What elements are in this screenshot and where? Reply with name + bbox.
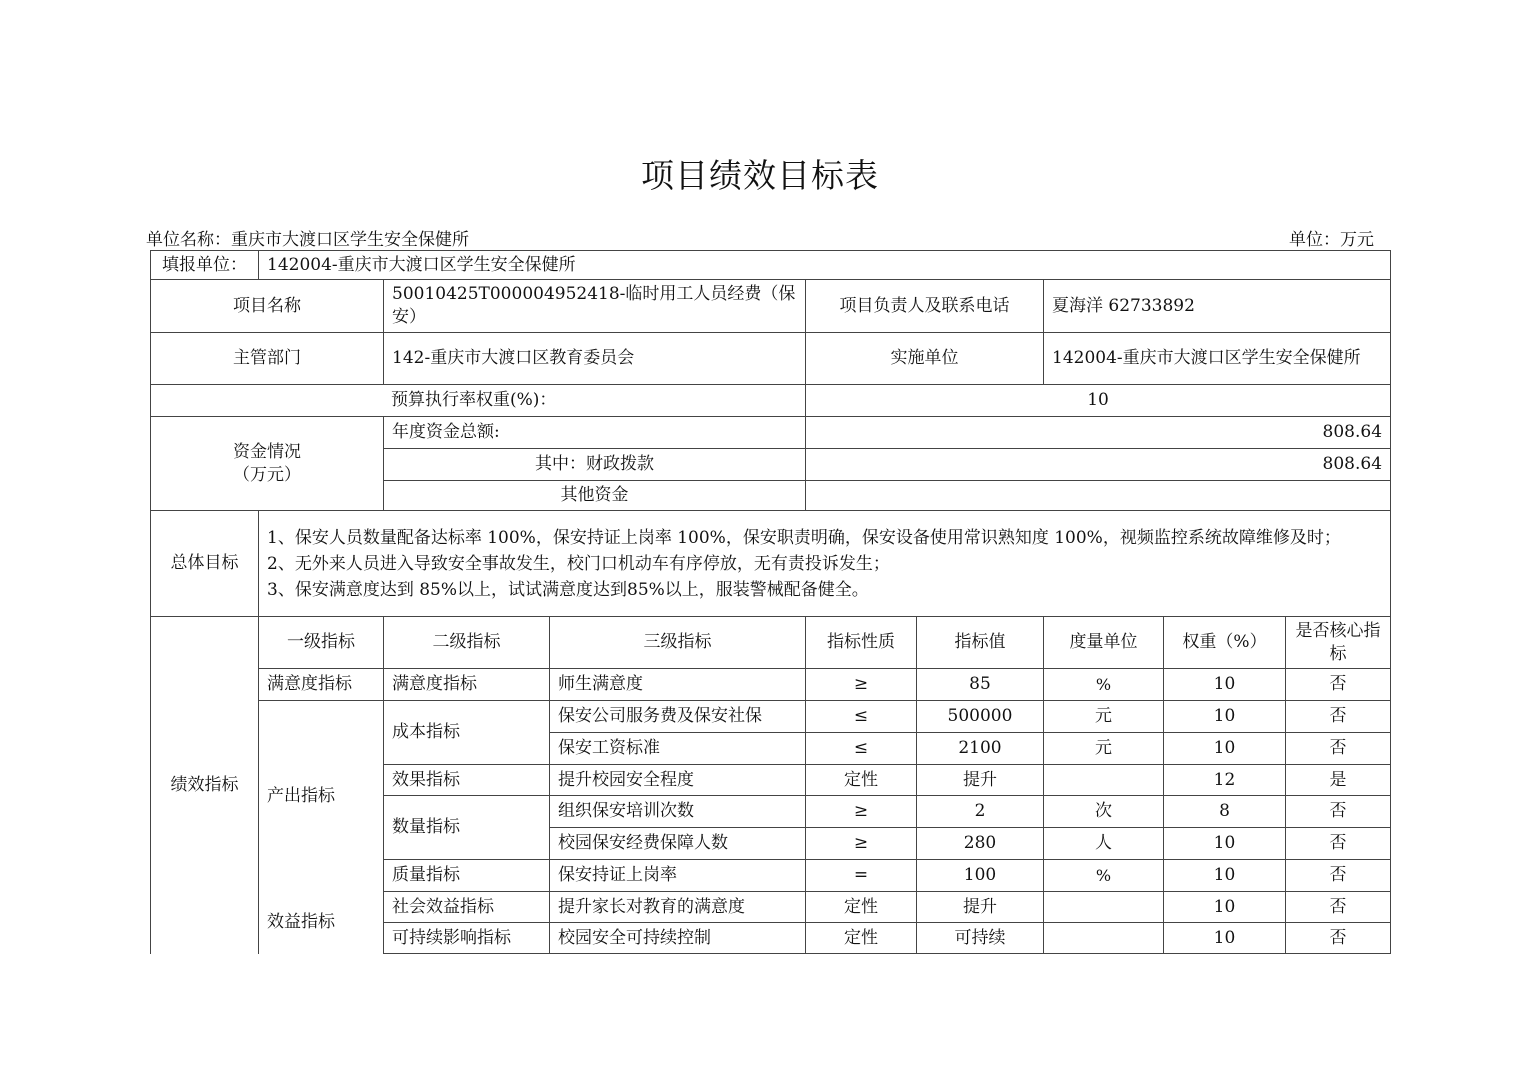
- group-satisfaction: 满意度指标: [259, 669, 384, 701]
- annual-total-value: 808.64: [806, 417, 1391, 449]
- indicator-core: 否: [1286, 923, 1391, 954]
- impl-value: 142004-重庆市大渡口区学生安全保健所: [1044, 333, 1391, 385]
- indicator-nature: =: [806, 860, 917, 892]
- subgroup-satisfaction: 满意度指标: [384, 669, 550, 701]
- header-value: 指标值: [917, 617, 1044, 669]
- project-contact-value: 夏海洋 62733892: [1044, 280, 1391, 333]
- indicator-nature: 定性: [806, 765, 917, 796]
- currency-unit: 单位：万元: [1289, 230, 1374, 250]
- indicator-nature: ≥: [806, 828, 917, 860]
- indicator-core: 否: [1286, 701, 1391, 733]
- indicator-nature: ≤: [806, 701, 917, 733]
- indicator-value: 100: [917, 860, 1044, 892]
- indicator-name: 提升家长对教育的满意度: [550, 892, 806, 923]
- funds-label: 资金情况: [233, 441, 301, 462]
- impl-label: 实施单位: [806, 333, 1044, 385]
- header-weight: 权重（%）: [1164, 617, 1286, 669]
- header-unit: 度量单位: [1044, 617, 1164, 669]
- header-level2: 二级指标: [384, 617, 550, 669]
- indicator-unit: [1044, 765, 1164, 796]
- indicator-nature: 定性: [806, 892, 917, 923]
- indicator-name: 保安持证上岗率: [550, 860, 806, 892]
- perf-label: 绩效指标: [151, 617, 259, 954]
- overall-line-1: 1、保安人员数量配备达标率 100%，保安持证上岗率 100%，保安职责明确，保安设备使用常识熟知度 100%，视频监控系统故障维修及时；: [267, 527, 1341, 548]
- header-level3: 三级指标: [550, 617, 806, 669]
- annual-total-label: 年度资金总额:: [384, 417, 806, 449]
- unit-name: 单位名称：重庆市大渡口区学生安全保健所: [146, 230, 469, 250]
- project-contact-label: 项目负责人及联系电话: [806, 280, 1044, 333]
- indicator-unit: 元: [1044, 701, 1164, 733]
- indicator-name: 保安公司服务费及保安社保: [550, 701, 806, 733]
- other-value: [806, 481, 1391, 511]
- dept-label: 主管部门: [151, 333, 384, 385]
- indicator-value: 提升: [917, 765, 1044, 796]
- subgroup-sustain: 可持续影响指标: [384, 923, 550, 954]
- indicator-nature: ≤: [806, 733, 917, 765]
- indicator-weight: 10: [1164, 828, 1286, 860]
- budget-rate-label: [151, 385, 806, 417]
- indicator-weight: 10: [1164, 923, 1286, 954]
- indicator-weight: 10: [1164, 669, 1286, 701]
- project-name-label: 项目名称: [151, 280, 384, 333]
- group-benefit: 效益指标: [259, 892, 384, 954]
- indicator-unit: 元: [1044, 733, 1164, 765]
- group-output: 产出指标: [259, 701, 384, 892]
- indicator-name: 保安工资标准: [550, 733, 806, 765]
- overall-goals: [259, 511, 1391, 617]
- indicator-unit: 人: [1044, 828, 1164, 860]
- indicator-weight: 10: [1164, 701, 1286, 733]
- performance-table: [150, 250, 1391, 954]
- indicator-nature: ≥: [806, 669, 917, 701]
- fiscal-label: 其中：财政拨款: [384, 449, 806, 481]
- header-core: 是否核心指标: [1286, 617, 1391, 669]
- header-nature: 指标性质: [806, 617, 917, 669]
- funds-unit: （万元）: [233, 464, 301, 485]
- indicator-name: 校园安全可持续控制: [550, 923, 806, 954]
- overall-label: 总体目标: [151, 511, 259, 617]
- indicator-value: 提升: [917, 892, 1044, 923]
- project-name-value: 50010425T000004952418-临时用工人员经费（保安）: [384, 280, 806, 333]
- indicator-core: 否: [1286, 892, 1391, 923]
- indicator-core: 否: [1286, 669, 1391, 701]
- indicator-core: 是: [1286, 765, 1391, 796]
- indicator-core: 否: [1286, 860, 1391, 892]
- indicator-weight: 10: [1164, 733, 1286, 765]
- indicator-unit: %: [1044, 669, 1164, 701]
- indicator-value: 500000: [917, 701, 1044, 733]
- indicator-nature: ≥: [806, 796, 917, 828]
- budget-rate-text: 预算执行率权重(%)：: [391, 390, 557, 410]
- fill-unit-value: 142004-重庆市大渡口区学生安全保健所: [259, 251, 1391, 280]
- indicator-core: 否: [1286, 796, 1391, 828]
- other-label: 其他资金: [384, 481, 806, 511]
- indicator-weight: 10: [1164, 860, 1286, 892]
- indicator-core: 否: [1286, 733, 1391, 765]
- indicator-name: 组织保安培训次数: [550, 796, 806, 828]
- funds-label-cell: [151, 417, 384, 511]
- subgroup-cost: 成本指标: [384, 701, 550, 765]
- indicator-value: 可持续: [917, 923, 1044, 954]
- subgroup-effect: 效果指标: [384, 765, 550, 796]
- subgroup-social: 社会效益指标: [384, 892, 550, 923]
- subgroup-quality: 质量指标: [384, 860, 550, 892]
- indicator-unit: 次: [1044, 796, 1164, 828]
- indicator-unit: [1044, 923, 1164, 954]
- indicator-value: 280: [917, 828, 1044, 860]
- indicator-name: 校园保安经费保障人数: [550, 828, 806, 860]
- fill-unit-label: 填报单位：: [151, 251, 259, 280]
- overall-line-2: 2、无外来人员进入导致安全事故发生，校门口机动车有序停放，无有责投诉发生；: [267, 553, 890, 574]
- budget-rate-value: 10: [806, 385, 1391, 417]
- indicator-unit: %: [1044, 860, 1164, 892]
- indicator-name: 提升校园安全程度: [550, 765, 806, 796]
- indicator-weight: 12: [1164, 765, 1286, 796]
- subgroup-quantity: 数量指标: [384, 796, 550, 860]
- indicator-core: 否: [1286, 828, 1391, 860]
- header-level1: 一级指标: [259, 617, 384, 669]
- indicator-value: 2: [917, 796, 1044, 828]
- page-title: 项目绩效目标表: [641, 156, 879, 195]
- indicator-weight: 8: [1164, 796, 1286, 828]
- indicator-unit: [1044, 892, 1164, 923]
- fiscal-value: 808.64: [806, 449, 1391, 481]
- indicator-value: 85: [917, 669, 1044, 701]
- dept-value: 142-重庆市大渡口区教育委员会: [384, 333, 806, 385]
- indicator-weight: 10: [1164, 892, 1286, 923]
- indicator-value: 2100: [917, 733, 1044, 765]
- indicator-nature: 定性: [806, 923, 917, 954]
- overall-line-3: 3、保安满意度达到 85%以上，试试满意度达到85%以上，服装警械配备健全。: [267, 579, 869, 600]
- indicator-name: 师生满意度: [550, 669, 806, 701]
